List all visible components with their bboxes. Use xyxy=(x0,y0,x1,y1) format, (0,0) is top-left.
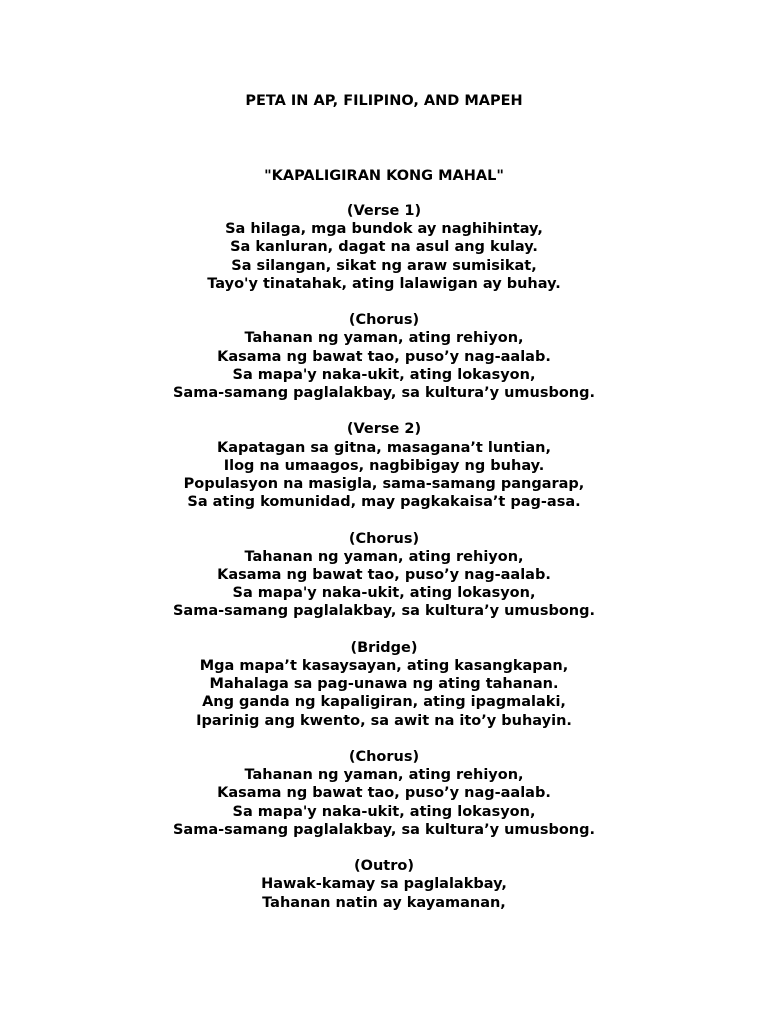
song-title: "KAPALIGIRAN KONG MAHAL" xyxy=(264,168,504,184)
section-label: (Bridge) xyxy=(350,639,418,656)
lyric-line: Sa silangan, sikat ng araw sumisikat, xyxy=(231,257,537,274)
lyric-line: Sa mapa'y naka-ukit, ating lokasyon, xyxy=(232,803,536,820)
lyric-line: Iparinig ang kwento, sa awit na ito’y buhayin. xyxy=(196,712,572,729)
lyrics-section-verse-1 xyxy=(0,202,768,293)
lyrics-section-chorus xyxy=(0,530,768,621)
section-label: (Outro) xyxy=(354,858,414,875)
lyrics xyxy=(0,202,768,930)
lyric-line: Sama-samang paglalakbay, sa kultura’y umusbong. xyxy=(172,385,596,402)
section-label: (Chorus) xyxy=(348,530,420,547)
section-label: (Verse 2) xyxy=(346,421,422,438)
lyric-line: Kapatagan sa gitna, masagana’t luntian, xyxy=(216,439,552,456)
lyric-line: Sama-samang paglalakbay, sa kultura’y umusbong. xyxy=(172,603,596,620)
lyrics-section-outro xyxy=(0,857,768,912)
lyric-line: Mahalaga sa pag-unawa ng ating tahanan. xyxy=(209,676,559,693)
document-header: PETA IN AP, FILIPINO, AND MAPEH xyxy=(245,93,523,109)
lyric-line: Kasama ng bawat tao, puso’y nag-aalab. xyxy=(217,567,551,584)
lyric-line: Sa kanluran, dagat na asul ang kulay. xyxy=(230,239,538,256)
lyrics-section-chorus xyxy=(0,311,768,402)
lyric-line: Mga mapa’t kasaysayan, ating kasangkapan, xyxy=(199,658,569,675)
section-label: (Verse 1) xyxy=(346,203,422,219)
lyrics-section-bridge xyxy=(0,639,768,730)
lyric-line: Ang ganda ng kapaligiran, ating ipagmalaki, xyxy=(202,694,566,711)
lyrics-section-verse-2 xyxy=(0,420,768,511)
lyric-line: Sa mapa'y naka-ukit, ating lokasyon, xyxy=(232,366,536,383)
lyric-line: Sa ating komunidad, may pagkakaisa’t pag-asa. xyxy=(187,494,581,511)
lyric-line: Populasyon na masigla, sama-samang pangarap, xyxy=(183,476,585,493)
lyric-line: Tahanan ng yaman, ating rehiyon, xyxy=(244,330,524,347)
lyric-line: Sa hilaga, mga bundok ay naghihintay, xyxy=(225,221,543,238)
lyric-line: Hawak-kamay sa paglalakbay, xyxy=(261,876,507,893)
section-label: (Chorus) xyxy=(348,312,420,329)
lyric-line: Sama-samang paglalakbay, sa kultura’y umusbong. xyxy=(172,821,596,838)
lyric-line: Kasama ng bawat tao, puso’y nag-aalab. xyxy=(217,348,551,365)
lyrics-section-chorus xyxy=(0,748,768,839)
lyric-line: Kasama ng bawat tao, puso’y nag-aalab. xyxy=(217,785,551,802)
section-label: (Chorus) xyxy=(348,749,420,766)
lyric-line: Tayo'y tinatahak, ating lalawigan ay buhay. xyxy=(207,275,561,292)
lyric-line: Tahanan ng yaman, ating rehiyon, xyxy=(244,767,524,784)
lyric-line: Tahanan natin ay kayamanan, xyxy=(262,894,506,911)
lyric-line: Sa mapa'y naka-ukit, ating lokasyon, xyxy=(232,585,536,602)
lyric-line: Tahanan ng yaman, ating rehiyon, xyxy=(244,548,524,565)
lyric-line: Ilog na umaagos, nagbibigay ng buhay. xyxy=(223,457,545,474)
